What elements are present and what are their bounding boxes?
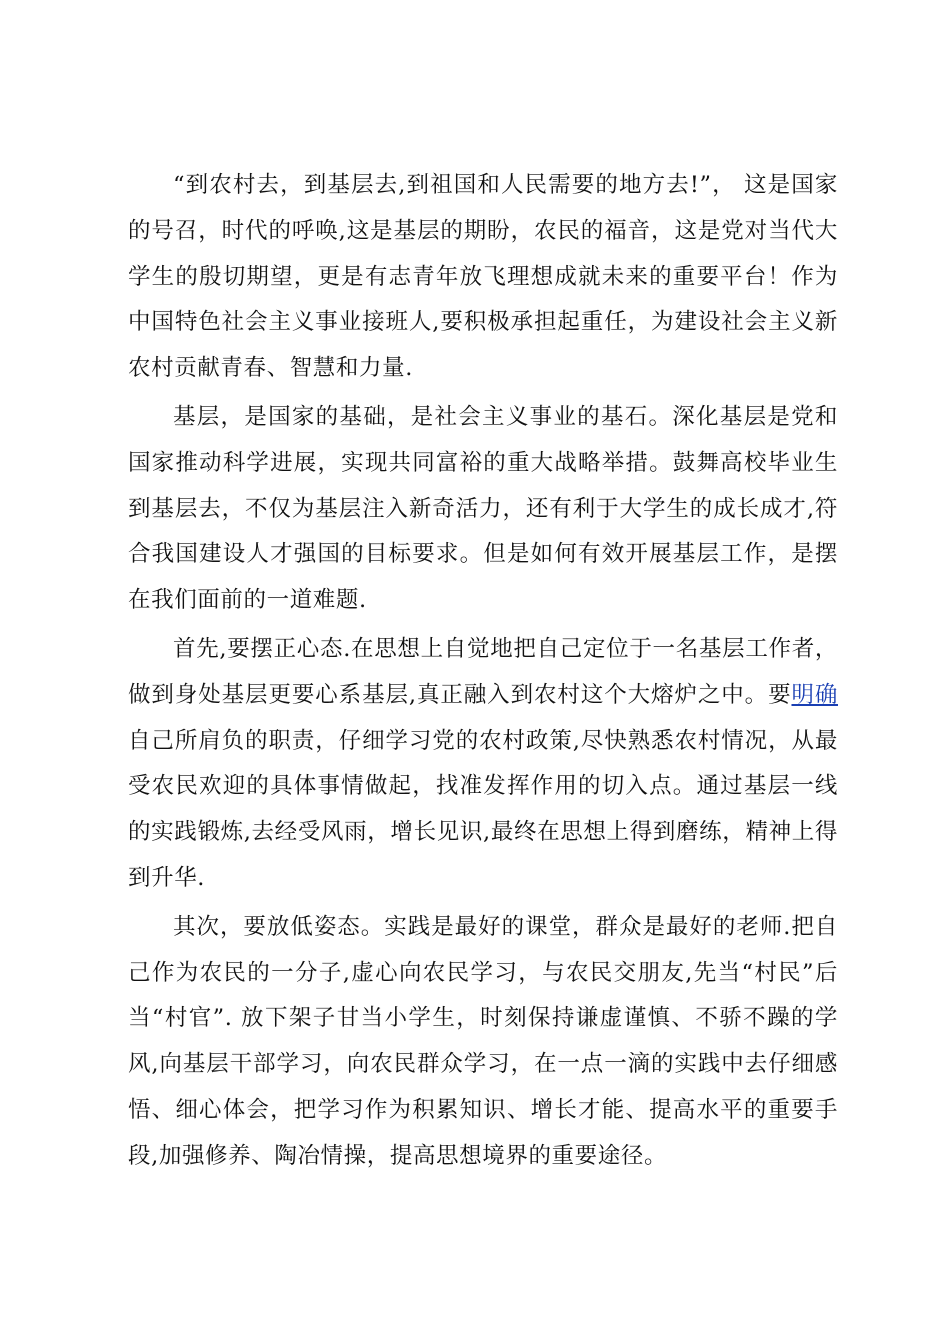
document-body (128, 163, 838, 1180)
paragraph-1: “到农村去，到基层去,到祖国和人民需要的地方去!”， 这是国家的号召，时代的呼唤,这是基层的期盼，农民的福音，这是党对当代大学生的殷切期望，更是有志青年放飞理想成就未来的重要平台！作为中国特色社会主义事业接班人,要积极承担起重任，为建设社会主义新农村贡献青春、智慧和力量. (128, 172, 838, 382)
paragraph-3 (128, 627, 838, 902)
paragraph-2: 基层，是国家的基础，是社会主义事业的基石。深化基层是党和国家推动科学进展，实现共同富裕的重大战略举措。鼓舞高校毕业生到基层去，不仅为基层注入新奇活力，还有利于大学生的成长成才,符合我国建设人才强国的目标要求。但是如何有效开展基层工作，是摆在我们面前的一道难题. (128, 403, 838, 614)
hyperlink-mingque[interactable]: 明确 (791, 681, 838, 708)
paragraph-3-text-before: 首先,要摆正心态.在思想上自觉地把自己定位于一名基层工作者，做到身处基层更要心系基层,真正融入到农村这个大熔炉之中。要 (128, 635, 838, 708)
paragraph-3-text-after: 自己所肩负的职责，仔细学习党的农村政策,尽快熟悉农村情况，从最受农民欢迎的具体事情做起，找准发挥作用的切入点。通过基层一线的实践锻炼,去经受风雨，增长见识,最终在思想上得到磨练，精神上得到升华. (128, 727, 838, 891)
paragraph-4: 其次，要放低姿态。实践是最好的课堂，群众是最好的老师.把自己作为农民的一分子,虚心向农民学习，与农民交朋友,先当“村民”后当“村官”. 放下架子甘当小学生，时刻保持谦虚谨慎、不骄不躁的学风,向基层干部学习，向农民群众学习，在一点一滴的实践中去仔细感悟、细心体会，把学习作为积累知识、增长才能、提高水平的重要手段,加强修养、陶冶情操，提高思想境界的重要途径。 (128, 913, 838, 1169)
